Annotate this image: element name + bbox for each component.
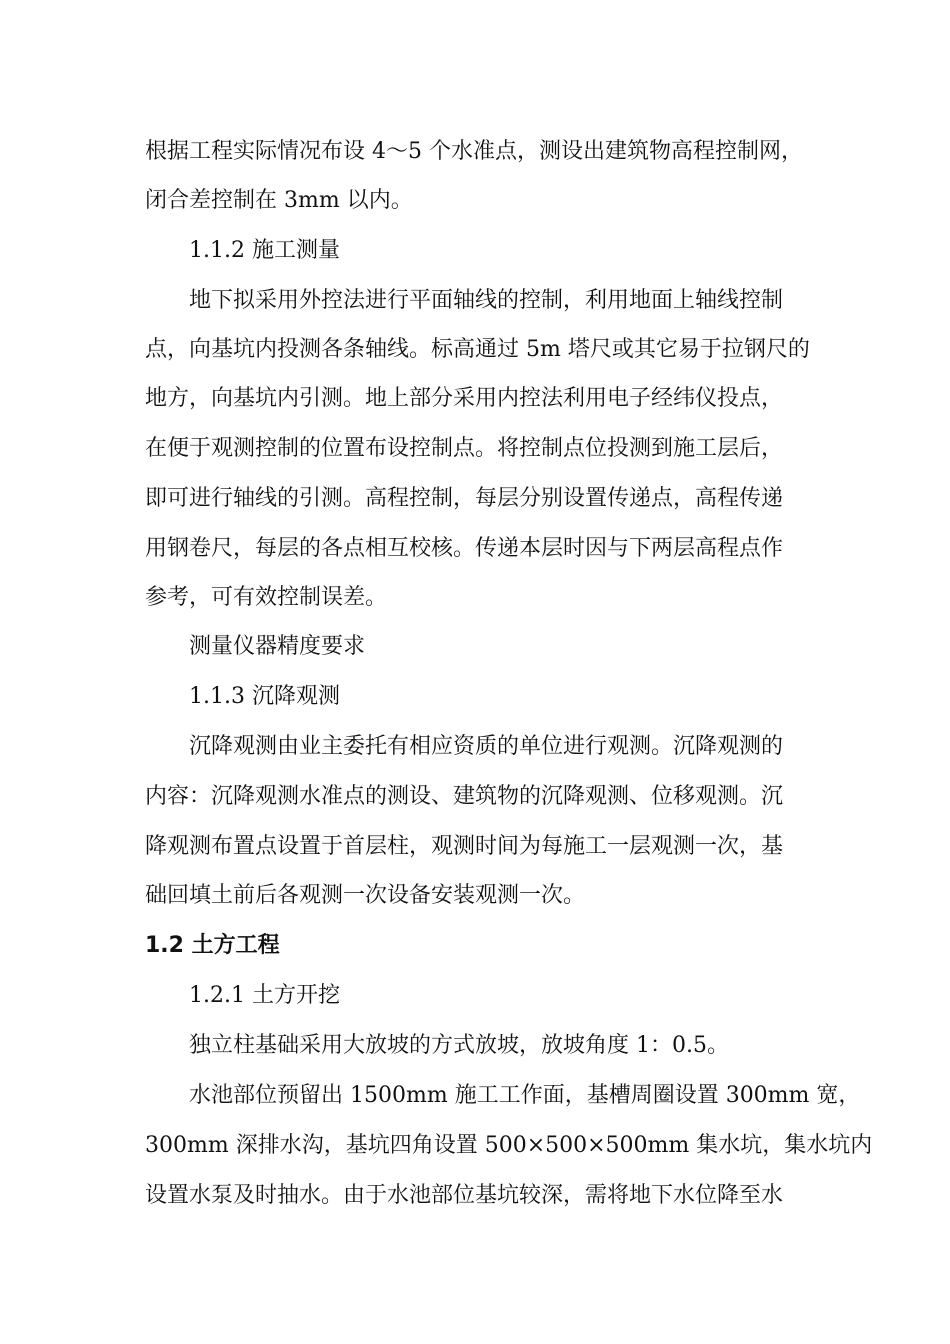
paragraph-line: 点，向基坑内投测各条轴线。标高通过 5m 塔尺或其它易于拉钢尺的 bbox=[145, 337, 810, 362]
paragraph-line: 降观测布置点设置于首层柱，观测时间为每施工一层观测一次，基 bbox=[145, 834, 784, 859]
paragraph-line: 地下拟采用外控法进行平面轴线的控制，利用地面上轴线控制 bbox=[189, 288, 784, 313]
section-heading-1-2: 1.2 土方工程 bbox=[145, 933, 280, 958]
paragraph-line: 沉降观测由业主委托有相应资质的单位进行观测。沉降观测的 bbox=[189, 734, 784, 759]
paragraph-line: 参考，可有效控制误差。 bbox=[145, 585, 388, 610]
paragraph-line: 闭合差控制在 3mm 以内。 bbox=[145, 188, 413, 213]
paragraph-line: 用钢卷尺，每层的各点相互校核。传递本层时因与下两层高程点作 bbox=[145, 536, 784, 561]
paragraph-line: 础回填土前后各观测一次设备安装观测一次。 bbox=[145, 883, 586, 908]
instrument-precision-line: 测量仪器精度要求 bbox=[189, 634, 366, 659]
paragraph-line: 根据工程实际情况布设 4～5 个水准点，测设出建筑物高程控制网， bbox=[145, 139, 803, 164]
paragraph-line: 设置水泵及时抽水。由于水池部位基坑较深，需将地下水位降至水 bbox=[145, 1183, 784, 1208]
section-heading-1-1-3: 1.1.3 沉降观测 bbox=[189, 684, 340, 709]
paragraph-line: 水池部位预留出 1500mm 施工工作面，基槽周圈设置 300mm 宽， bbox=[189, 1083, 861, 1108]
paragraph-line: 独立柱基础采用大放坡的方式放坡，放坡角度 1：0.5。 bbox=[189, 1033, 729, 1058]
paragraph-line: 300mm 深排水沟，基坑四角设置 500×500×500mm 集水坑，集水坑内 bbox=[145, 1133, 873, 1158]
paragraph-line: 即可进行轴线的引测。高程控制，每层分别设置传递点，高程传递 bbox=[145, 486, 784, 511]
paragraph-line: 地方，向基坑内引测。地上部分采用内控法利用电子经纬仪投点， bbox=[145, 386, 784, 411]
paragraph-line: 在便于观测控制的位置布设控制点。将控制点位投测到施工层后， bbox=[145, 436, 784, 461]
paragraph-line: 内容：沉降观测水准点的测设、建筑物的沉降观测、位移观测。沉 bbox=[145, 784, 784, 809]
section-heading-1-2-1: 1.2.1 土方开挖 bbox=[189, 983, 340, 1008]
section-heading-1-1-2: 1.1.2 施工测量 bbox=[189, 238, 340, 263]
